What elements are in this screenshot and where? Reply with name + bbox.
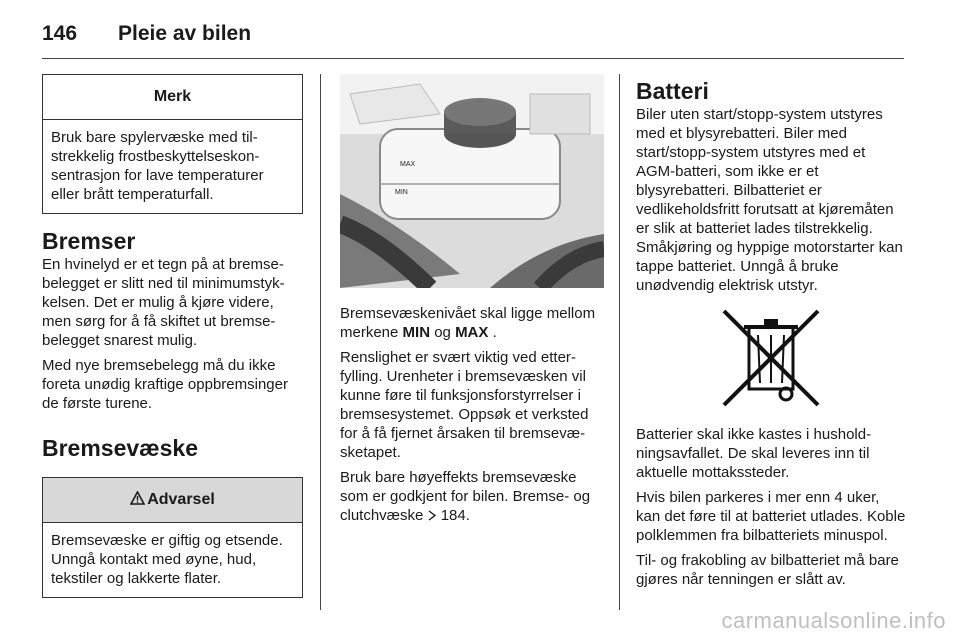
reservoir-label-max: MAX bbox=[400, 161, 416, 168]
section-heading-battery: Batteri bbox=[636, 78, 709, 104]
page-reference-icon bbox=[428, 507, 437, 524]
warning-box-title: Advarsel bbox=[147, 491, 215, 508]
watermark: carmanualsonline.info bbox=[721, 608, 946, 633]
page-header bbox=[42, 16, 251, 52]
note-box bbox=[42, 74, 303, 214]
battery-paragraph-1: Biler uten start/stopp-system utstyres med et blysyrebatteri. Biler med start/stopp-system utstyres med et AGM-batteri, som ikke er et blysyrebatteri. Bilbatteriet er vedlikeholdsfritt forutsatt at kjøremåten er slik at batteriet lades tilstrekkelig. Småkjøring og hyppige motorstarter kan tappe batteriet. Unngå å bruke unødvendig elektrisk utstyr. bbox=[636, 106, 903, 294]
page-number: 146 bbox=[42, 22, 78, 45]
column-left bbox=[42, 74, 303, 598]
column-middle bbox=[340, 74, 604, 525]
min-mark: MIN bbox=[402, 324, 431, 341]
section-heading-brake-fluid: Bremsevæske bbox=[42, 435, 199, 461]
crossed-out-wheelie-bin-icon bbox=[716, 309, 826, 409]
brake-fluid-paragraph-3: Bruk bare høyeffekts bremsevæske som er godkjent for bilen. Bremse- og clutchvæske 184. bbox=[340, 469, 591, 524]
column-divider-2 bbox=[619, 74, 620, 610]
max-mark: MAX bbox=[455, 324, 489, 341]
warning-box-text: Bremsevæske er giftig og etsende. Unngå kontakt med øyne, hud, tekstiler og lakkerte flater. bbox=[51, 532, 283, 587]
header-divider bbox=[42, 58, 904, 59]
page-reference-link[interactable]: 184. bbox=[440, 507, 470, 524]
battery-paragraph-3: Hvis bilen parkeres i mer enn 4 uker, kan det føre til at batteriet utlades. Koble polklemmen fra bilbatteriets minuspol. bbox=[636, 489, 906, 544]
warning-box bbox=[42, 477, 303, 598]
brakes-paragraph-1: En hvinelyd er et tegn på at bremsebelegget er slitt ned til minimumstykkelsen. Det er mulig å kjøre videre, men sørg for å få skiftet ut bremsebelegget snarest mulig. bbox=[42, 256, 285, 349]
brakes-paragraph-2: Med nye bremsebelegg må du ikke foreta unødig kraftige oppbremsinger de første turene. bbox=[42, 357, 288, 412]
warning-box-heading bbox=[43, 478, 302, 523]
column-divider-1 bbox=[320, 74, 321, 610]
brake-fluid-paragraph-2: Renslighet er svært viktig ved etterfylling. Urenheter i bremsevæsken vil kunne føre til funksjonsforstyrrelser i bremsesystemet. Oppsøk et verksted for å få fjernet årsaken til bremsevæsketapet. bbox=[340, 349, 589, 461]
page-title: Pleie av bilen bbox=[118, 22, 252, 45]
note-box-text: Bruk bare spylervæske med tilstrekkelig frostbeskyttelseskonsentrasjon for lave temperaturer eller brått temperaturfall. bbox=[51, 129, 264, 203]
brake-fluid-reservoir-photo bbox=[340, 74, 604, 288]
section-heading-brakes: Bremser bbox=[42, 228, 136, 254]
battery-paragraph-4: Til- og frakobling av bilbatteriet må bare gjøres når tenningen er slått av. bbox=[636, 552, 899, 588]
column-right bbox=[636, 74, 906, 589]
warning-triangle-icon bbox=[130, 491, 145, 509]
reservoir-label-min: MIN bbox=[395, 189, 408, 196]
battery-paragraph-2: Batterier skal ikke kastes i husholdningsavfallet. De skal leveres inn til aktuelle mottakssteder. bbox=[636, 426, 872, 481]
note-box-heading: Merk bbox=[43, 75, 302, 120]
brake-fluid-paragraph-1: Bremsevæskenivået skal ligge mellom merkene MIN og MAX . bbox=[340, 305, 596, 341]
